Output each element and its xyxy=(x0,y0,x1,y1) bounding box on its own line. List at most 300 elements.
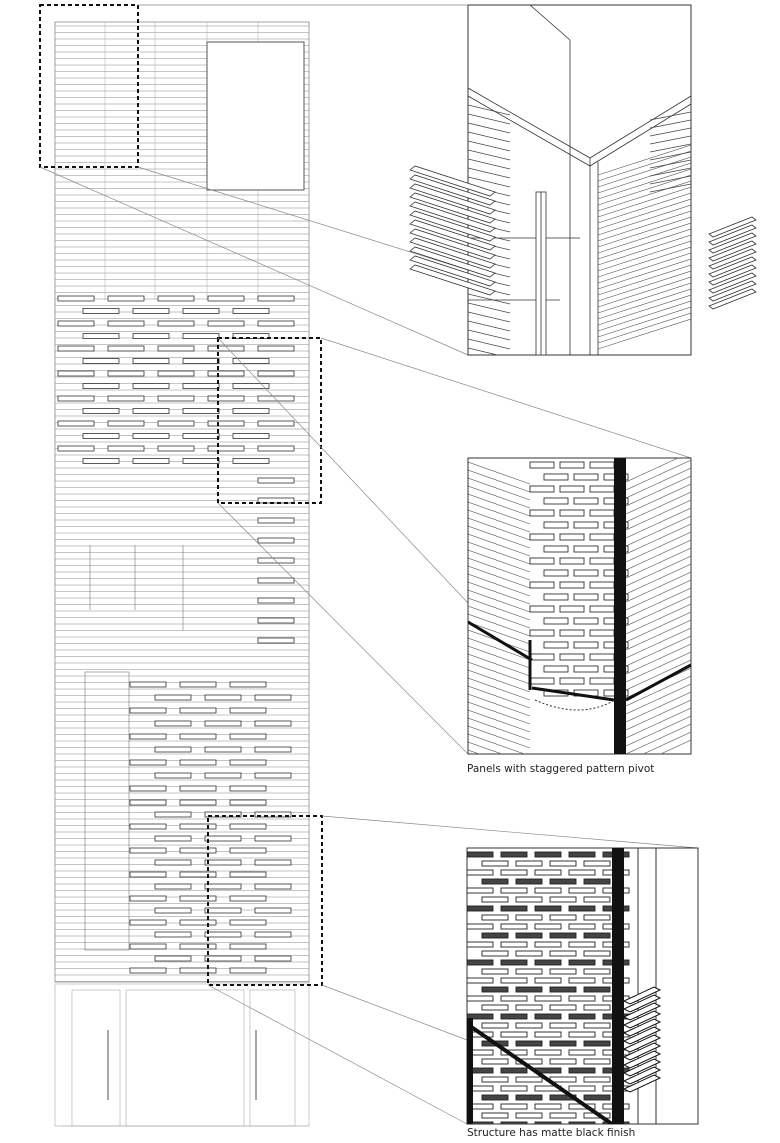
pivot-panel xyxy=(584,1077,610,1082)
pivot-panel xyxy=(258,371,294,376)
pivot-panel xyxy=(58,321,94,326)
pivot-panel xyxy=(584,1059,610,1064)
pivot-panel xyxy=(133,384,169,389)
pivot-panel xyxy=(83,309,119,314)
pivot-panel xyxy=(482,897,508,902)
pivot-panel xyxy=(108,371,144,376)
pivot-panel xyxy=(569,870,595,875)
pivot-panel xyxy=(530,678,554,684)
pivot-panel xyxy=(108,296,144,301)
pivot-panel xyxy=(530,582,554,588)
pivot-panel xyxy=(208,421,244,426)
pivot-panel xyxy=(560,462,584,468)
pivot-panel xyxy=(180,872,216,877)
pivot-panel xyxy=(180,708,216,713)
pivot-panel xyxy=(258,346,294,351)
pivot-panel xyxy=(535,888,561,893)
pivot-panel xyxy=(233,309,269,314)
pivot-panel xyxy=(230,734,266,739)
pivot-panel xyxy=(130,896,166,901)
pivot-panel xyxy=(584,1041,610,1046)
pivot-panel xyxy=(155,932,191,937)
pivot-panel xyxy=(584,933,610,938)
pivot-panel xyxy=(208,396,244,401)
pivot-panel xyxy=(550,933,576,938)
pivot-panel xyxy=(255,836,291,841)
pivot-panel xyxy=(467,996,493,1001)
pivot-panel xyxy=(180,848,216,853)
pivot-panel xyxy=(584,1005,610,1010)
pivot-panel xyxy=(205,773,241,778)
pivot-panel xyxy=(516,915,542,920)
pivot-panel xyxy=(590,486,614,492)
pivot-panel xyxy=(569,960,595,965)
pivot-panel xyxy=(501,1068,527,1073)
pivot-panel xyxy=(482,879,508,884)
pivot-panel xyxy=(482,1059,508,1064)
pivot-panel xyxy=(233,459,269,464)
pivot-panel xyxy=(180,824,216,829)
pivot-panel xyxy=(550,1113,576,1118)
pivot-panel xyxy=(584,1095,610,1100)
pivot-panel xyxy=(560,486,584,492)
pivot-panel xyxy=(535,1014,561,1019)
pivot-panel xyxy=(180,760,216,765)
pivot-panel xyxy=(560,630,584,636)
pivot-panel xyxy=(83,459,119,464)
pivot-panel xyxy=(130,708,166,713)
pivot-panel xyxy=(255,932,291,937)
pivot-panel xyxy=(516,933,542,938)
pivot-panel xyxy=(550,879,576,884)
pivot-panel xyxy=(482,969,508,974)
pivot-panel xyxy=(530,630,554,636)
pivot-panel xyxy=(501,996,527,1001)
pivot-panel xyxy=(58,446,94,451)
pivot-panel xyxy=(108,346,144,351)
pivot-panel xyxy=(155,884,191,889)
pivot-panel xyxy=(58,396,94,401)
pivot-panel xyxy=(501,1086,527,1091)
pivot-panel xyxy=(467,960,493,965)
pivot-panel xyxy=(574,666,598,672)
pivot-panel xyxy=(535,996,561,1001)
pivot-panel xyxy=(258,518,294,523)
pivot-panel xyxy=(208,296,244,301)
pivot-panel xyxy=(258,421,294,426)
pivot-panel xyxy=(584,897,610,902)
pivot-panel xyxy=(467,942,493,947)
pivot-panel xyxy=(530,486,554,492)
pivot-panel xyxy=(530,558,554,564)
pivot-panel xyxy=(516,1095,542,1100)
pivot-panel xyxy=(569,942,595,947)
pivot-panel xyxy=(590,510,614,516)
pivot-panel xyxy=(83,409,119,414)
pivot-panel xyxy=(205,695,241,700)
pivot-panel xyxy=(183,309,219,314)
pivot-panel xyxy=(516,1113,542,1118)
pivot-panel xyxy=(130,824,166,829)
pivot-panel xyxy=(544,498,568,504)
pivot-panel xyxy=(544,666,568,672)
pivot-panel xyxy=(133,334,169,339)
pivot-panel xyxy=(233,409,269,414)
pivot-panel xyxy=(501,870,527,875)
detail-middle-pivot xyxy=(468,452,691,772)
pivot-panel xyxy=(205,908,241,913)
pivot-panel xyxy=(255,860,291,865)
pivot-panel xyxy=(501,978,527,983)
pivot-panel xyxy=(501,888,527,893)
pivot-panel xyxy=(208,446,244,451)
pivot-panel xyxy=(530,654,554,660)
pivot-panel xyxy=(467,924,493,929)
pivot-panel xyxy=(584,1023,610,1028)
pivot-panel xyxy=(550,951,576,956)
detail-bottom-finish xyxy=(467,848,698,1127)
pivot-panel xyxy=(255,695,291,700)
pivot-panel xyxy=(530,510,554,516)
pivot-panel xyxy=(590,630,614,636)
caption-structure-finish: Structure has matte black finish xyxy=(467,1127,636,1139)
pivot-panel xyxy=(501,924,527,929)
pivot-panel xyxy=(574,474,598,480)
pivot-panel xyxy=(516,969,542,974)
pivot-panel xyxy=(205,860,241,865)
pivot-panel xyxy=(590,678,614,684)
pivot-panel xyxy=(205,932,241,937)
pivot-panel xyxy=(230,920,266,925)
pivot-panel xyxy=(501,960,527,965)
pivot-panel xyxy=(58,346,94,351)
pivot-panel xyxy=(569,996,595,1001)
pivot-panel xyxy=(205,747,241,752)
pivot-panel xyxy=(258,618,294,623)
pivot-panel xyxy=(158,346,194,351)
pivot-panel xyxy=(482,1077,508,1082)
pivot-panel xyxy=(180,944,216,949)
pivot-panel xyxy=(155,812,191,817)
pivot-panel xyxy=(590,606,614,612)
pivot-panel xyxy=(133,434,169,439)
pivot-panel xyxy=(560,510,584,516)
pivot-panel xyxy=(183,459,219,464)
pivot-panel xyxy=(467,978,493,983)
pivot-panel xyxy=(574,546,598,552)
pivot-panel xyxy=(516,987,542,992)
pivot-panel xyxy=(155,773,191,778)
pivot-panel xyxy=(108,321,144,326)
pivot-panel xyxy=(482,915,508,920)
pivot-panel xyxy=(108,421,144,426)
pivot-panel xyxy=(535,1050,561,1055)
pivot-panel xyxy=(130,920,166,925)
black-structure-column xyxy=(612,848,624,1124)
pivot-panel xyxy=(205,884,241,889)
pivot-panel xyxy=(230,682,266,687)
pivot-panel xyxy=(255,721,291,726)
pivot-panel xyxy=(183,434,219,439)
pivot-panel xyxy=(155,860,191,865)
pivot-panel xyxy=(550,897,576,902)
pivot-panel xyxy=(58,371,94,376)
pivot-panel xyxy=(535,978,561,983)
pivot-panel xyxy=(574,618,598,624)
pivot-panel xyxy=(574,594,598,600)
pivot-panel xyxy=(258,478,294,483)
pivot-panel xyxy=(569,978,595,983)
pivot-panel xyxy=(550,915,576,920)
pivot-panel xyxy=(501,942,527,947)
pivot-panel xyxy=(183,409,219,414)
pivot-panel xyxy=(544,618,568,624)
pivot-panel xyxy=(233,434,269,439)
pivot-panel xyxy=(230,760,266,765)
pivot-panel xyxy=(530,462,554,468)
pivot-panel xyxy=(535,942,561,947)
pivot-panel xyxy=(560,558,584,564)
pivot-panel xyxy=(183,384,219,389)
pivot-panel xyxy=(560,678,584,684)
pivot-panel xyxy=(83,434,119,439)
pivot-panel xyxy=(130,734,166,739)
pivot-panel xyxy=(590,462,614,468)
pivot-panel xyxy=(258,538,294,543)
pivot-panel xyxy=(569,1014,595,1019)
pivot-panel xyxy=(569,924,595,929)
pivot-panel xyxy=(230,944,266,949)
pivot-panel xyxy=(258,578,294,583)
pivot-panel-zones xyxy=(58,296,294,973)
pivot-panel xyxy=(569,1032,595,1037)
pivot-panel xyxy=(108,446,144,451)
pivot-panel xyxy=(230,896,266,901)
pivot-panel xyxy=(550,1041,576,1046)
pivot-panel xyxy=(569,1068,595,1073)
pivot-panel xyxy=(544,594,568,600)
pivot-panel xyxy=(130,944,166,949)
pivot-panel xyxy=(255,884,291,889)
black-structure-column xyxy=(614,458,626,754)
pivot-panel xyxy=(180,800,216,805)
pivot-panel xyxy=(535,1032,561,1037)
pivot-panel xyxy=(569,852,595,857)
pivot-panel xyxy=(133,459,169,464)
pivot-panel xyxy=(516,1077,542,1082)
pivot-panel xyxy=(560,582,584,588)
pivot-panel xyxy=(158,296,194,301)
pivot-panel xyxy=(180,896,216,901)
pivot-panel xyxy=(482,1005,508,1010)
pivot-panel xyxy=(208,321,244,326)
pivot-panel xyxy=(58,296,94,301)
pivot-panel xyxy=(158,421,194,426)
pivot-panel xyxy=(516,951,542,956)
pivot-panel xyxy=(501,1032,527,1037)
pivot-panel xyxy=(569,1086,595,1091)
pivot-panel xyxy=(550,987,576,992)
pivot-panel xyxy=(180,968,216,973)
pivot-panel xyxy=(180,920,216,925)
lower-left-frame xyxy=(85,672,129,950)
pivot-panel xyxy=(516,861,542,866)
pivot-panel xyxy=(569,1050,595,1055)
pivot-panel xyxy=(133,359,169,364)
pivot-panel xyxy=(180,786,216,791)
pivot-panel xyxy=(258,296,294,301)
pivot-panel xyxy=(482,951,508,956)
pivot-panel xyxy=(158,371,194,376)
pivot-panel xyxy=(130,968,166,973)
pivot-panel xyxy=(550,861,576,866)
pivot-panel xyxy=(158,446,194,451)
louver-stack-right xyxy=(709,217,756,309)
pivot-panel xyxy=(590,558,614,564)
pivot-panel xyxy=(560,606,584,612)
pivot-panel xyxy=(584,987,610,992)
pivot-panel xyxy=(155,956,191,961)
pivot-panel xyxy=(108,396,144,401)
pivot-panel xyxy=(569,888,595,893)
pivot-panel xyxy=(180,734,216,739)
pivot-panel xyxy=(133,309,169,314)
pivot-panel xyxy=(584,951,610,956)
pivot-panel xyxy=(544,642,568,648)
pivot-panel xyxy=(590,534,614,540)
pivot-panel xyxy=(155,695,191,700)
pivot-panel xyxy=(255,747,291,752)
pivot-panel xyxy=(467,906,493,911)
pivot-panel xyxy=(83,359,119,364)
pivot-panel xyxy=(258,396,294,401)
ground-floor-doors xyxy=(55,984,309,1126)
pivot-panel xyxy=(155,747,191,752)
pivot-panel xyxy=(550,969,576,974)
pivot-panel xyxy=(574,498,598,504)
pivot-panel xyxy=(183,359,219,364)
pivot-panel xyxy=(584,915,610,920)
pivot-panel xyxy=(258,446,294,451)
pivot-panel xyxy=(550,1077,576,1082)
pivot-panel xyxy=(501,1104,527,1109)
pivot-panel xyxy=(516,1041,542,1046)
pivot-panel xyxy=(584,969,610,974)
pivot-panel xyxy=(230,800,266,805)
pivot-panel xyxy=(133,409,169,414)
pivot-panel xyxy=(482,987,508,992)
building-elevation xyxy=(55,22,309,1126)
pivot-panel xyxy=(550,1005,576,1010)
pivot-panel xyxy=(258,321,294,326)
pivot-panel xyxy=(535,852,561,857)
pivot-panel xyxy=(516,1005,542,1010)
caption-panels-pivot: Panels with staggered pattern pivot xyxy=(467,763,655,775)
pivot-panel xyxy=(482,1095,508,1100)
pivot-panel xyxy=(130,872,166,877)
pivot-panel xyxy=(560,534,584,540)
pivot-panel xyxy=(130,786,166,791)
top-window-opening xyxy=(207,42,304,190)
pivot-panel xyxy=(550,1059,576,1064)
pivot-panel xyxy=(535,870,561,875)
pivot-panel xyxy=(158,396,194,401)
pivot-panel xyxy=(130,760,166,765)
pivot-panel xyxy=(155,836,191,841)
pivot-panel xyxy=(258,558,294,563)
pivot-panel xyxy=(467,852,493,857)
pivot-panel xyxy=(255,908,291,913)
pivot-panel xyxy=(574,642,598,648)
pivot-panel xyxy=(535,906,561,911)
pivot-panel xyxy=(516,1023,542,1028)
pivot-panel xyxy=(130,682,166,687)
pivot-panel xyxy=(258,598,294,603)
pivot-panel xyxy=(155,908,191,913)
pivot-panel xyxy=(535,960,561,965)
pivot-panel xyxy=(183,334,219,339)
pivot-panel xyxy=(584,861,610,866)
pivot-panel xyxy=(205,956,241,961)
pivot-panel xyxy=(574,522,598,528)
pivot-panel xyxy=(258,638,294,643)
pivot-panel xyxy=(83,384,119,389)
pivot-panel xyxy=(550,1023,576,1028)
pivot-panel xyxy=(482,933,508,938)
detail-top-corner xyxy=(410,5,756,358)
pivot-panel xyxy=(205,721,241,726)
pivot-panel xyxy=(590,654,614,660)
pivot-panel xyxy=(544,546,568,552)
pivot-panel xyxy=(83,334,119,339)
pivot-panel xyxy=(230,708,266,713)
pivot-panel xyxy=(590,582,614,588)
pivot-panel xyxy=(516,897,542,902)
pivot-panel xyxy=(467,870,493,875)
pivot-panel xyxy=(535,924,561,929)
pivot-panel xyxy=(155,721,191,726)
pivot-panel xyxy=(255,956,291,961)
pivot-panel xyxy=(130,848,166,853)
pivot-panel xyxy=(482,1113,508,1118)
pivot-panel xyxy=(230,872,266,877)
pivot-panel xyxy=(501,1014,527,1019)
pivot-panel xyxy=(230,968,266,973)
pivot-panel xyxy=(205,836,241,841)
pivot-panel xyxy=(130,800,166,805)
pivot-panel xyxy=(530,606,554,612)
pivot-panel xyxy=(501,906,527,911)
pivot-panel xyxy=(530,534,554,540)
pivot-panel xyxy=(58,421,94,426)
pivot-panel xyxy=(544,570,568,576)
pivot-panel xyxy=(482,1023,508,1028)
pivot-panel xyxy=(482,861,508,866)
pivot-panel xyxy=(230,786,266,791)
pivot-panel xyxy=(501,852,527,857)
pivot-panel xyxy=(560,654,584,660)
pivot-panel xyxy=(544,474,568,480)
pivot-panel xyxy=(544,522,568,528)
pivot-panel xyxy=(158,321,194,326)
pivot-panel xyxy=(255,773,291,778)
pivot-panel xyxy=(516,879,542,884)
pivot-panel xyxy=(535,1104,561,1109)
pivot-panel xyxy=(467,888,493,893)
pivot-panel xyxy=(584,879,610,884)
pivot-panel xyxy=(569,906,595,911)
pivot-panel xyxy=(230,824,266,829)
